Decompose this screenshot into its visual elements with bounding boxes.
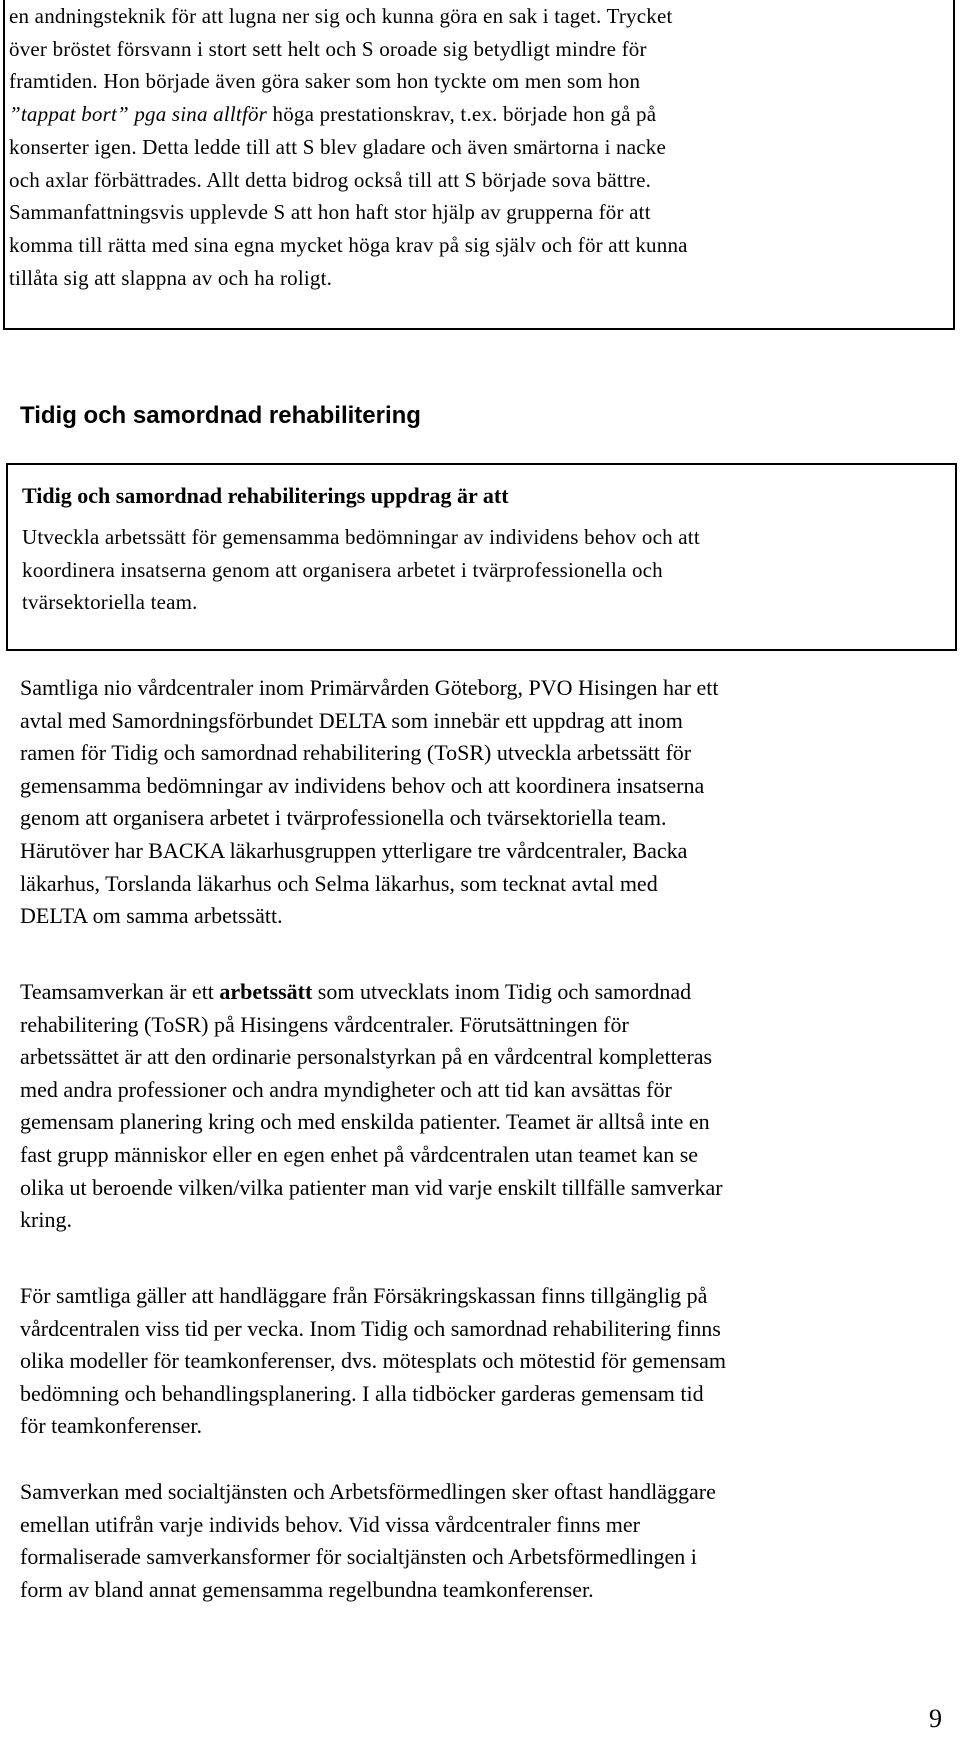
text-line: vårdcentralen viss tid per vecka. Inom Tidig och samordnad rehabilitering finns [20,1315,721,1341]
case-text [5,0,953,294]
text-line: För samtliga gäller att handläggare från Försäkringskassan finns tillgänglig på [20,1283,708,1308]
text-line: Sammanfattningsvis upplevde S att hon haft stor hjälp av grupperna för att [9,200,651,225]
text-line: komma till rätta med sina egna mycket höga krav på sig själv och för att kunna [9,232,688,257]
text-line: koordinera insatserna genom att organisera arbetet i tvärprofessionella och [22,557,663,582]
text-line: bedömning och behandlingsplanering. I alla tidböcker garderas gemensam tid [20,1380,704,1406]
case-text-box [3,0,955,330]
text-line: Samverkan med socialtjänsten och Arbetsförmedlingen sker oftast handläggare [20,1479,716,1504]
section-heading: Tidig och samordnad rehabilitering [20,402,421,429]
text-line: ramen för Tidig och samordnad rehabilitering (ToSR) utveckla arbetssätt för [20,740,692,766]
text-line: tvärsektoriella team. [22,590,198,615]
text-line: läkarhus, Torslanda läkarhus och Selma läkarhus, som tecknat avtal med [20,870,658,896]
paragraph-insurance [20,1280,726,1443]
text-line: för teamkonferenser. [20,1413,203,1439]
text-line: emellan utifrån varje individs behov. Vid vissa vårdcentraler finns mer [20,1511,640,1537]
text-line: en andningsteknik för att lugna ner sig och kunna göra en sak i taget. Trycket [9,4,673,28]
text-line: Utveckla arbetssätt för gemensamma bedömningar av individens behov och att [22,525,700,549]
italic-phrase: ”tappat bort” pga sina alltför [9,102,268,127]
text-line: framtiden. Hon började även göra saker som hon tyckte om men som hon [9,69,641,94]
text-line: Samtliga nio vårdcentraler inom Primärvården Göteborg, PVO Hisingen har ett [20,675,719,700]
text-line: genom att organisera arbetet i tvärprofessionella och tvärsektoriella team. [20,805,667,831]
text-line: och axlar förbättrades. Allt detta bidrog också till att S började sova bättre. [9,167,652,192]
text-line: avtal med Samordningsförbundet DELTA som innebär ett uppdrag att inom [20,707,683,733]
text-span: Teamsamverkan är ett [20,979,220,1004]
paragraph-agreement [20,672,719,933]
text-line: DELTA om samma arbetssätt. [20,903,283,929]
text-span: som utvecklats inom Tidig och samordnad [312,979,692,1004]
text-line: fast grupp människor eller en egen enhet på vårdcentralen utan teamet kan se [20,1141,699,1167]
text-line: arbetssättet är att den ordinarie personalstyrkan på en vårdcentral kompletteras [20,1044,713,1070]
text-line: Härutöver har BACKA läkarhusgruppen ytterligare tre vårdcentraler, Backa [20,837,688,863]
text-line: tillåta sig att slappna av och ha roligt. [9,265,333,290]
text-line: med andra professioner och andra myndigheter och att tid kan avsättas för [20,1076,672,1102]
text-span: höga prestationskrav, t.ex. började hon gå på [267,102,657,127]
text-line: konserter igen. Detta ledde till att S blev gladare och även smärtorna i nacke [9,134,667,159]
text-line: olika modeller för teamkonferenser, dvs. mötesplats och mötestid för gemensam [20,1348,726,1374]
page-number: 9 [929,1704,942,1733]
paragraph-cooperation [20,1476,716,1606]
paragraph-teamwork [20,976,723,1237]
mission-box [6,463,957,651]
text-line: form av bland annat gemensamma regelbundna teamkonferenser. [20,1576,594,1602]
text-line: över bröstet försvann i stort sett helt och S oroade sig betydligt mindre för [9,36,647,61]
bold-term: arbetssätt [219,979,313,1004]
text-line: formaliserade samverkansformer för socialtjänsten och Arbetsförmedlingen i [20,1544,697,1570]
text-line: kring. [20,1207,72,1233]
text-line: gemensam planering kring och med enskilda patienter. Teamet är alltså inte en [20,1109,710,1135]
text-line: gemensamma bedömningar av individens behov och att koordinera insatserna [20,772,705,798]
mission-text [22,521,700,619]
text-line [9,98,953,131]
text-line: rehabilitering (ToSR) på Hisingens vårdcentraler. Förutsättningen för [20,1011,629,1037]
text-line: olika ut beroende vilken/vilka patienter man vid varje enskilt tillfälle samverkar [20,1174,723,1200]
mission-title: Tidig och samordnad rehabiliterings uppdrag är att [22,483,509,508]
text-line [20,976,723,1009]
